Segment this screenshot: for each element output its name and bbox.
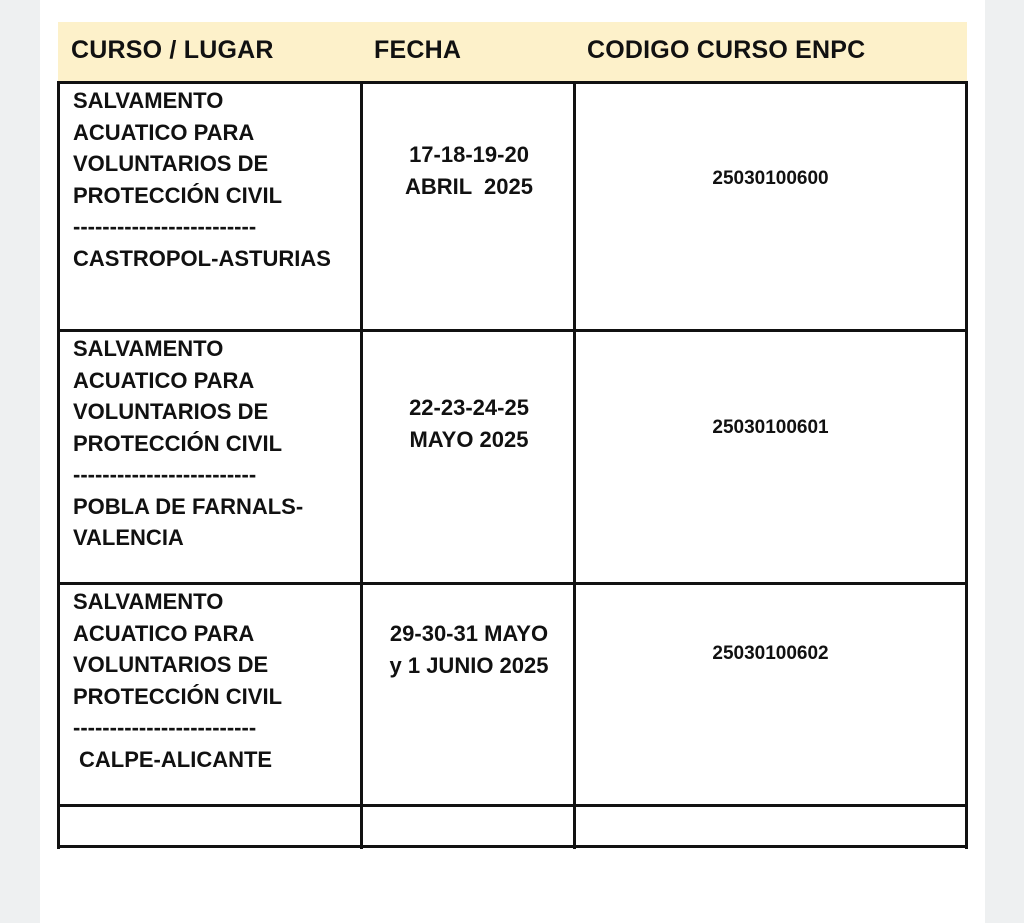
table-row-2-date-cell bbox=[364, 392, 574, 455]
row-divider bbox=[57, 582, 968, 585]
column-divider bbox=[360, 82, 363, 849]
date-line: ABRIL 2025 bbox=[405, 173, 533, 199]
table-row-3-course-cell bbox=[73, 586, 358, 775]
table-row-3-code-cell: 25030100602 bbox=[712, 643, 829, 664]
course-line: VOLUNTARIOS DE bbox=[73, 399, 269, 424]
table-border-top bbox=[57, 81, 968, 84]
course-line: VOLUNTARIOS DE bbox=[73, 652, 269, 677]
table-row-2-course-cell bbox=[73, 333, 358, 554]
course-line: ACUATICO PARA bbox=[73, 119, 255, 145]
table-row-3-date-cell bbox=[364, 618, 574, 681]
date-line: 17-18-19-20 bbox=[409, 142, 529, 167]
date-line: y 1 JUNIO 2025 bbox=[389, 652, 549, 678]
table-row-1-date-cell bbox=[364, 139, 574, 202]
course-line: PROTECCIÓN CIVIL bbox=[73, 430, 283, 456]
course-line: ACUATICO PARA bbox=[73, 367, 255, 393]
separator-dashes: ------------------------- bbox=[73, 715, 257, 740]
separator-dashes: ------------------------- bbox=[73, 214, 257, 239]
place-line: VALENCIA bbox=[73, 525, 184, 550]
course-line: PROTECCIÓN CIVIL bbox=[73, 683, 283, 709]
table-row-2-code-cell: 25030100601 bbox=[712, 417, 829, 438]
header-date: FECHA bbox=[374, 36, 462, 64]
course-line: ACUATICO PARA bbox=[73, 620, 255, 646]
table-border-right bbox=[965, 82, 968, 849]
date-line: 22-23-24-25 bbox=[409, 395, 529, 420]
course-line: PROTECCIÓN CIVIL bbox=[73, 182, 283, 208]
course-line: SALVAMENTO bbox=[73, 88, 224, 113]
row-divider bbox=[57, 804, 968, 807]
table-row-1-course-cell bbox=[73, 85, 358, 274]
place-line: CALPE-ALICANTE bbox=[79, 746, 273, 772]
course-line: SALVAMENTO bbox=[73, 336, 224, 361]
separator-dashes: ------------------------- bbox=[73, 462, 257, 487]
course-line: SALVAMENTO bbox=[73, 589, 224, 614]
table-border-left bbox=[57, 82, 60, 849]
course-line: VOLUNTARIOS DE bbox=[73, 151, 269, 176]
header-course-place: CURSO / LUGAR bbox=[71, 36, 274, 64]
table-row-1-code-cell: 25030100600 bbox=[712, 168, 829, 189]
date-line: 29-30-31 MAYO bbox=[389, 621, 549, 646]
place-line: CASTROPOL-ASTURIAS bbox=[73, 245, 331, 271]
row-divider bbox=[57, 329, 968, 332]
table-border-bottom bbox=[57, 845, 968, 848]
date-line: MAYO 2025 bbox=[409, 426, 529, 452]
place-line: POBLA DE FARNALS- bbox=[73, 493, 304, 519]
header-course-code: CODIGO CURSO ENPC bbox=[587, 36, 866, 64]
